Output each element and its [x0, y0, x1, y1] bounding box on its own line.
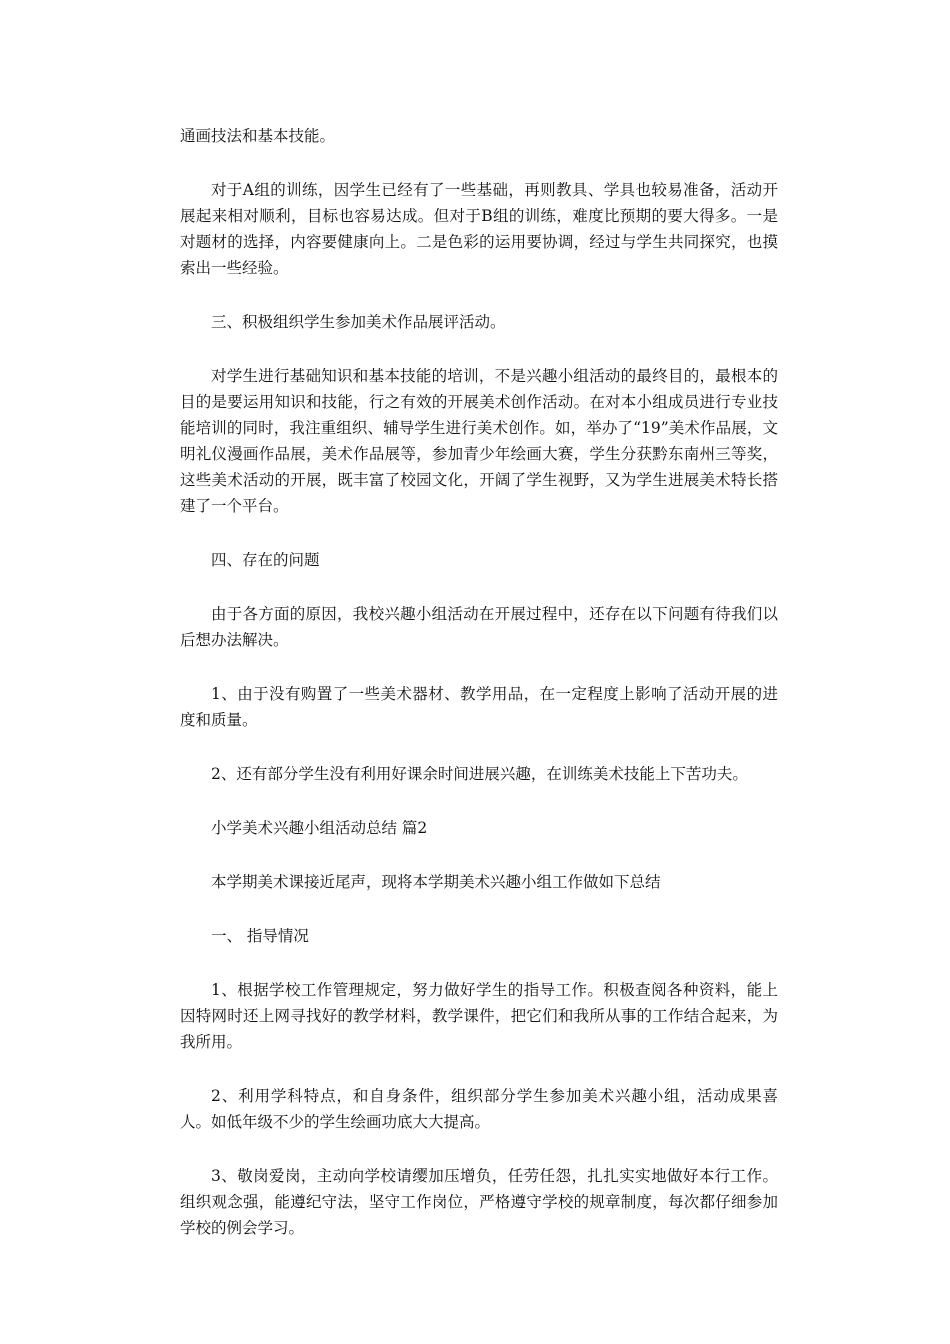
paragraph: 对学生进行基础知识和基本技能的培训，不是兴趣小组活动的最终目的，最根本的目的是要运用知识和技能，行之有效的开展美术创作活动。在对本小组成员进行专业技能培训的同时，我注重组织、辅导学生进行美术创作。如，举办了“19”美术作品展，文明礼仪漫画作品展，美术作品展等，参加青少年绘画大赛，学生分获黔东南州三等奖，这些美术活动的开展，既丰富了校园文化，开阔了学生视野，又为学生进展美术特长搭建了一个平台。	[180, 367, 778, 515]
list-item: 2、利用学科特点，和自身条件，组织部分学生参加美术兴趣小组，活动成果喜人。如低年级不少的学生绘画功底大大提高。	[180, 1087, 778, 1131]
article-title: 小学美术兴趣小组活动总结 篇2	[211, 819, 428, 837]
section-heading: 三、积极组织学生参加美术作品展评活动。	[211, 313, 506, 331]
list-item: 2、还有部分学生没有利用好课余时间进展兴趣，在训练美术技能上下苦功夫。	[211, 765, 748, 783]
paragraph: 由于各方面的原因，我校兴趣小组活动在开展过程中，还存在以下问题有待我们以后想办法解决。	[180, 605, 778, 649]
paragraph: 通画技法和基本技能。	[180, 127, 336, 145]
paragraph: 本学期美术课接近尾声，现将本学期美术兴趣小组工作做如下总结	[211, 873, 661, 891]
paragraph: 对于A组的训练，因学生已经有了一些基础，再则教具、学具也较易准备，活动开展起来相对顺利，目标也容易达成。但对于B组的训练，难度比预期的要大得多。一是对题材的选择，内容要健康向上。二是色彩的运用要协调，经过与学生共同探究，也摸索出一些经验。	[180, 181, 778, 277]
document-body	[180, 123, 778, 1269]
section-heading: 一、 指导情况	[211, 927, 309, 945]
section-heading: 四、存在的问题	[211, 551, 320, 569]
list-item: 3、敬岗爱岗，主动向学校请缨加压增负，任劳任怨，扎扎实实地做好本行工作。组织观念强，能遵纪守法，坚守工作岗位，严格遵守学校的规章制度，每次都仔细参加学校的例会学习。	[180, 1167, 778, 1237]
list-item: 1、根据学校工作管理规定，努力做好学生的指导工作。积极查阅各种资料，能上因特网时还上网寻找好的教学材料，教学课件，把它们和我所从事的工作结合起来，为我所用。	[180, 981, 778, 1051]
list-item: 1、由于没有购置了一些美术器材、教学用品，在一定程度上影响了活动开展的进度和质量。	[180, 685, 778, 729]
